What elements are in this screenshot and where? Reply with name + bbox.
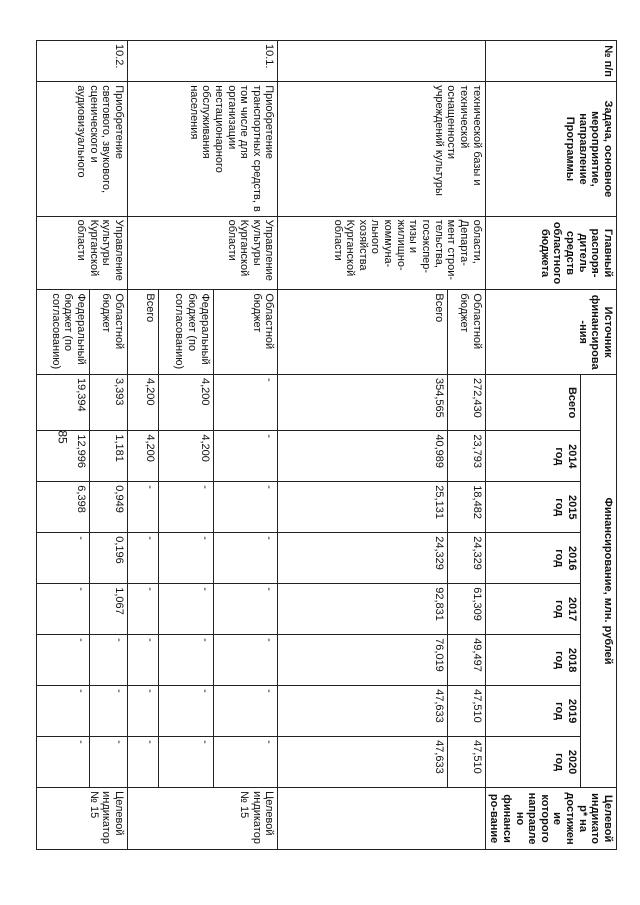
cell-value: - — [127, 686, 158, 737]
cell-source: Областной бюджет — [447, 290, 485, 375]
header-task: Задача, основное мероприятие, направление Программы — [485, 82, 616, 216]
cell-total: 4,200 — [158, 374, 213, 430]
cell-total: 4,200 — [127, 374, 158, 430]
cell-value: 24,329 — [278, 533, 447, 584]
cell-value: - — [127, 584, 158, 635]
cell-value: - — [213, 635, 278, 686]
cell-num — [278, 41, 485, 82]
cell-value: - — [90, 686, 128, 737]
cell-num: 10.1. — [127, 41, 278, 82]
cell-value: 23,793 — [447, 431, 485, 482]
cell-source: Федеральный бюджет (по согласованию) — [36, 290, 90, 375]
cell-total: 272,430 — [447, 374, 485, 430]
cell-indicator — [278, 788, 485, 850]
cell-value: - — [127, 635, 158, 686]
cell-num: 10.2. — [36, 41, 127, 82]
cell-value: 92,831 — [278, 584, 447, 635]
cell-value: 1,181 — [90, 431, 128, 482]
cell-responsible: области, Департа-мент строи-тельства, госэкспер-тизы и жилищно-коммуна-льного хозяйства Курганской области — [278, 216, 485, 290]
cell-value: - — [36, 635, 90, 686]
cell-value: 25,131 — [278, 482, 447, 533]
cell-value: 0,196 — [90, 533, 128, 584]
cell-value: - — [127, 737, 158, 788]
cell-indicator: Целевой индикатор № 15 — [36, 788, 127, 850]
financing-table — [36, 40, 617, 850]
cell-value: 61,309 — [447, 584, 485, 635]
page-number: 85 — [55, 430, 70, 444]
cell-total: 354,565 — [278, 374, 447, 430]
cell-value: - — [213, 737, 278, 788]
cell-value: - — [158, 584, 213, 635]
cell-value: 4,200 — [158, 431, 213, 482]
cell-value: - — [36, 533, 90, 584]
cell-value: - — [213, 533, 278, 584]
cell-source: Всего — [278, 290, 447, 375]
cell-value: 47,633 — [278, 686, 447, 737]
cell-value: - — [158, 635, 213, 686]
cell-total: - — [213, 374, 278, 430]
cell-value: 1,067 — [90, 584, 128, 635]
cell-value: - — [127, 533, 158, 584]
header-source: Источник финансирова-ния — [485, 290, 616, 375]
cell-value: 24,329 — [447, 533, 485, 584]
cell-source: Областной бюджет — [90, 290, 128, 375]
header-financing: Финансирование, млн. рублей — [580, 374, 616, 787]
cell-source: Всего — [127, 290, 158, 375]
cell-value: - — [158, 686, 213, 737]
cell-task: Приобретение светового, звукового, сценического и аудиовизуального — [36, 82, 127, 216]
cell-value: - — [90, 737, 128, 788]
header-year: 2020 год — [485, 737, 580, 788]
cell-source: Областной бюджет — [213, 290, 278, 375]
cell-source: Федеральный бюджет (по согласованию) — [158, 290, 213, 375]
cell-responsible: Управление культуры Курганской области — [36, 216, 127, 290]
cell-value: 0,949 — [90, 482, 128, 533]
cell-responsible: Управление культуры Курганской области — [127, 216, 278, 290]
cell-total: 19,394 — [36, 374, 90, 430]
header-num: № п/п — [485, 41, 616, 82]
header-year: 2018 год — [485, 635, 580, 686]
cell-value: - — [36, 686, 90, 737]
table-header — [485, 41, 616, 850]
cell-value: 40,989 — [278, 431, 447, 482]
cell-value: 47,510 — [447, 686, 485, 737]
cell-value: - — [36, 737, 90, 788]
cell-value: - — [158, 533, 213, 584]
cell-value: 6,398 — [36, 482, 90, 533]
cell-task: Приобретение транспортных средств, в том числе для организации нестационарного обслуживания населения — [127, 82, 278, 216]
cell-value: - — [213, 482, 278, 533]
header-year: 2016 год — [485, 533, 580, 584]
header-year: 2019 год — [485, 686, 580, 737]
cell-value: 47,633 — [278, 737, 447, 788]
cell-value: 18,482 — [447, 482, 485, 533]
cell-value: 47,510 — [447, 737, 485, 788]
table-row — [90, 41, 128, 850]
cell-value: - — [213, 686, 278, 737]
cell-value: - — [36, 584, 90, 635]
cell-total: 3,393 — [90, 374, 128, 430]
cell-task: технической базы и технической оснащенности учреждений культуры — [278, 82, 485, 216]
cell-indicator: Целевой индикатор № 15 — [127, 788, 278, 850]
cell-value: 12,996 — [36, 431, 90, 482]
table-row — [447, 41, 485, 850]
header-total: Всего — [485, 374, 580, 430]
header-year: 2014 год — [485, 431, 580, 482]
header-responsible: Главный распоря-дитель средств областного бюджета — [485, 216, 616, 290]
header-year: 2015 год — [485, 482, 580, 533]
cell-value: - — [213, 431, 278, 482]
cell-value: 4,200 — [127, 431, 158, 482]
cell-value: - — [127, 482, 158, 533]
cell-value: - — [213, 584, 278, 635]
table-row — [213, 41, 278, 850]
cell-value: - — [158, 737, 213, 788]
cell-value: - — [158, 482, 213, 533]
cell-value: 49,497 — [447, 635, 485, 686]
cell-value: - — [90, 635, 128, 686]
cell-value: 76,019 — [278, 635, 447, 686]
header-indicator: Целевой индикатор* на достижение которого направлено финансиро-вание — [485, 788, 616, 850]
header-year: 2017 год — [485, 584, 580, 635]
